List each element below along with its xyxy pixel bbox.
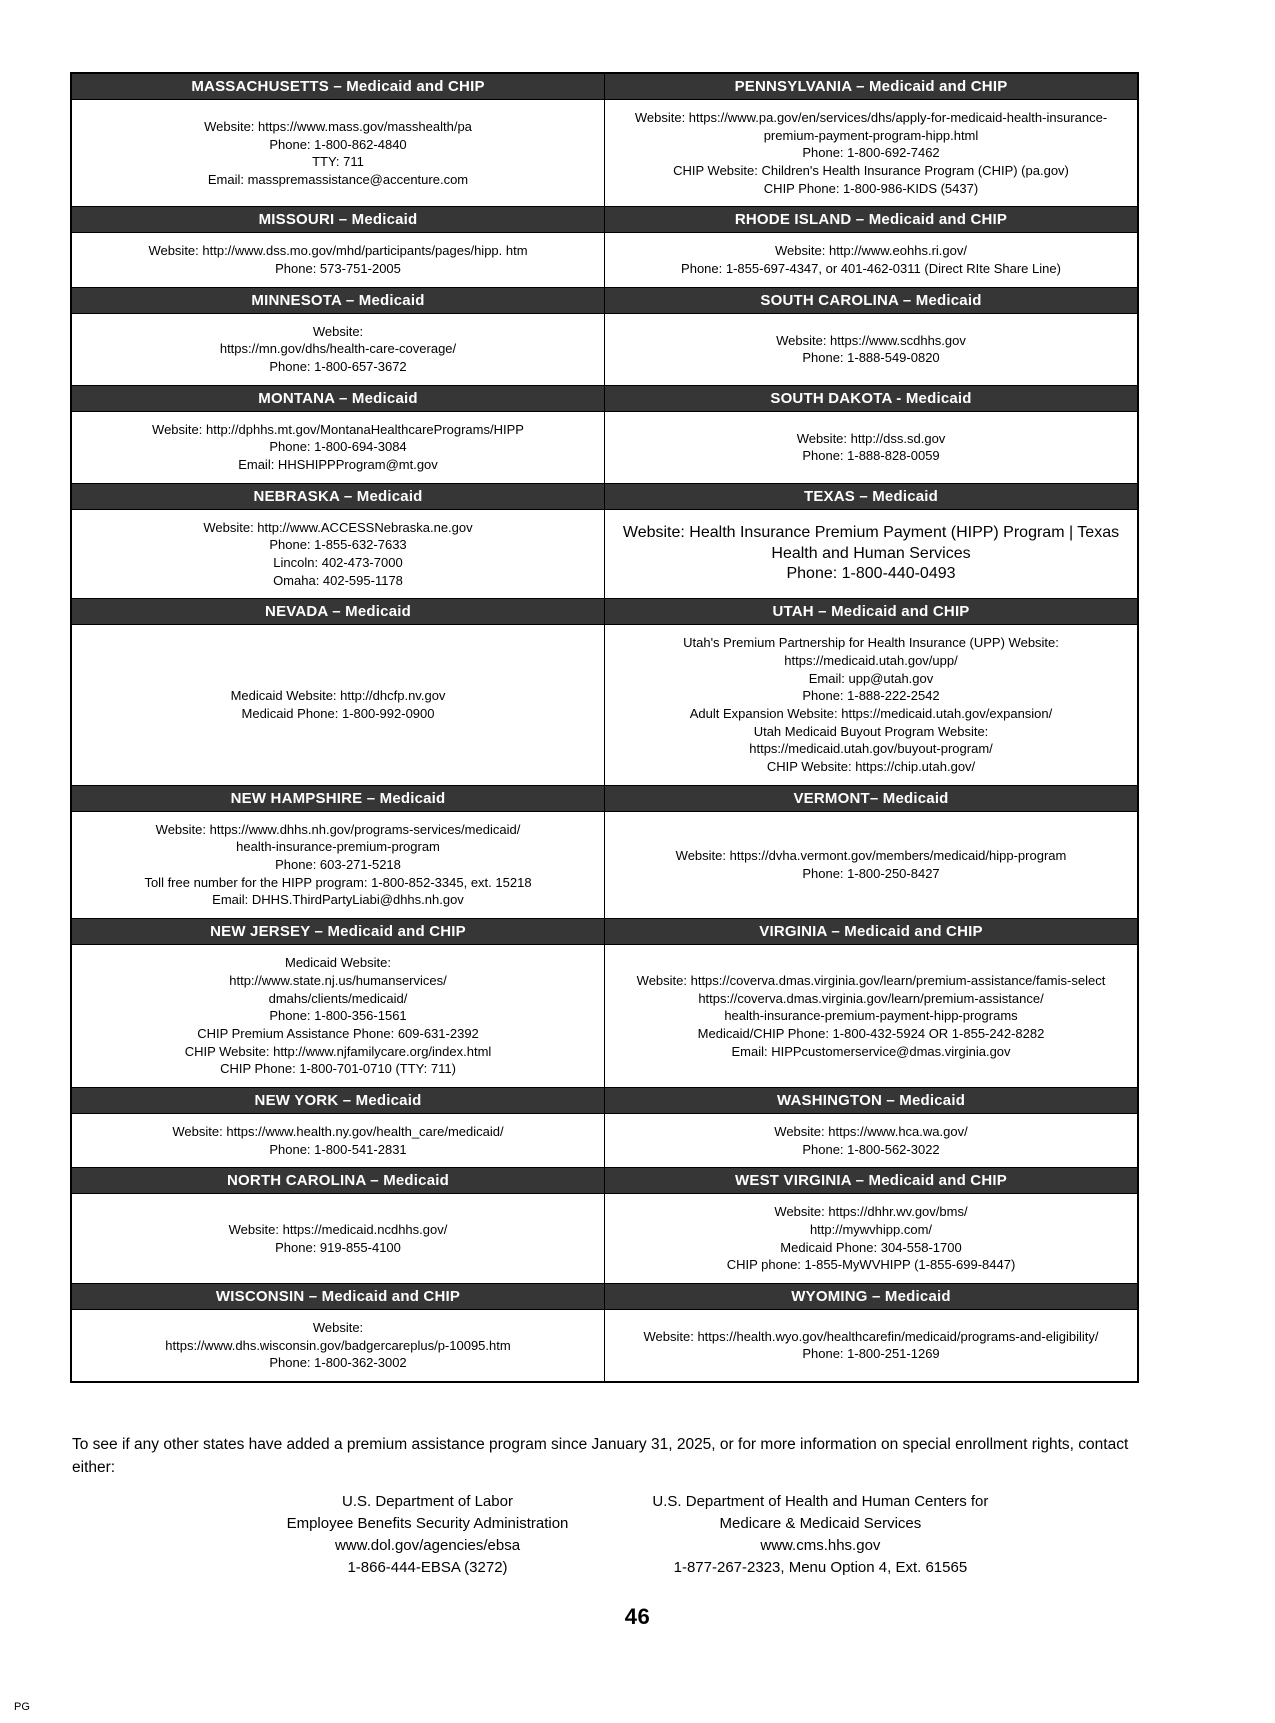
info-line: CHIP Phone: 1-800-701-0710 (TTY: 711) (220, 1061, 456, 1077)
info-line: Email: masspremassistance@accenture.com (207, 171, 469, 187)
info-line: Phone: 573-751-2005 (275, 261, 401, 277)
info-line: Website: https://medicaid.ncdhhs.gov/ (228, 1221, 448, 1237)
contact-line: 1-877-267-2323, Menu Option 4, Ext. 61565 (673, 1558, 968, 1576)
page-corner-mark: PG (14, 1701, 30, 1713)
page-number: 46 (624, 1604, 651, 1630)
contact-line: www.dol.gov/agencies/ebsa (334, 1536, 521, 1554)
state-info-cell (71, 100, 605, 207)
info-line: Email: HIPPcustomerservice@dmas.virginia.gov (731, 1043, 1011, 1059)
info-line: https://coverva.dmas.virginia.gov/learn/premium-assistance/ (698, 990, 1044, 1006)
info-line: Phone: 603-271-5218 (275, 857, 401, 873)
state-info-cell (605, 1113, 1139, 1167)
contact-line: 1-866-444-EBSA (3272) (347, 1558, 508, 1576)
state-info-cell (71, 1113, 605, 1167)
info-line: https://mn.gov/dhs/health-care-coverage/ (219, 341, 457, 357)
info-line: Website: https://health.wyo.gov/healthcarefin/medicaid/programs-and-eligibility/ (643, 1328, 1099, 1344)
state-info-cell (71, 509, 605, 599)
state-header: PENNSYLVANIA – Medicaid and CHIP (605, 73, 1139, 100)
info-line: Adult Expansion Website: https://medicaid.utah.gov/expansion/ (689, 706, 1053, 722)
info-line: Phone: 1-800-251-1269 (802, 1346, 940, 1362)
info-line: Website: http://dphhs.mt.gov/MontanaHealthcarePrograms/HIPP (152, 421, 524, 437)
state-info-cell (605, 411, 1139, 483)
info-line: Website: https://www.dhhs.nh.gov/programs-services/medicaid/ (155, 821, 521, 837)
info-line: Website: http://www.dss.mo.gov/mhd/participants/pages/hipp. htm (148, 243, 528, 259)
footer-note: To see if any other states have added a premium assistance program since January 31, 2025, or for more information on special enrollment rights, contact either: (72, 1435, 1129, 1477)
state-header: WYOMING – Medicaid (605, 1283, 1139, 1309)
state-header: WEST VIRGINIA – Medicaid and CHIP (605, 1168, 1139, 1194)
state-header: MONTANA – Medicaid (71, 385, 605, 411)
state-header: UTAH – Medicaid and CHIP (605, 599, 1139, 625)
state-info-cell (605, 625, 1139, 785)
info-line: CHIP phone: 1-855-MyWVHIPP (1-855-699-8447) (726, 1257, 1016, 1273)
contact-line: U.S. Department of Health and Human Centers for (652, 1493, 989, 1511)
state-info-cell (71, 1194, 605, 1284)
info-line: Omaha: 402-595-1178 (273, 572, 403, 588)
info-line: Website: https://www.health.ny.gov/health_care/medicaid/ (172, 1123, 504, 1139)
info-line: Utah Medicaid Buyout Program Website: (753, 723, 989, 739)
info-line: Phone: 1-800-440-0493 (786, 565, 956, 583)
state-info-cell (605, 100, 1139, 207)
state-info-cell (71, 1309, 605, 1382)
info-line: Phone: 1-800-541-2831 (269, 1141, 407, 1157)
state-info-cell (605, 1194, 1139, 1284)
info-line: https://medicaid.utah.gov/upp/ (784, 653, 958, 669)
state-info-cell (71, 811, 605, 918)
info-line: Health and Human Services (771, 544, 971, 562)
state-header: WASHINGTON – Medicaid (605, 1087, 1139, 1113)
state-table-body (71, 73, 1138, 1382)
state-header: NEW YORK – Medicaid (71, 1087, 605, 1113)
info-line: dmahs/clients/medicaid/ (268, 990, 408, 1006)
info-line: Phone: 1-800-562-3022 (802, 1141, 940, 1157)
info-line: https://medicaid.utah.gov/buyout-program/ (749, 741, 993, 757)
info-line: Website: https://www.scdhhs.gov (776, 332, 966, 348)
state-header: WISCONSIN – Medicaid and CHIP (71, 1283, 605, 1309)
state-header: NORTH CAROLINA – Medicaid (71, 1168, 605, 1194)
info-line: TTY: 711 (312, 154, 364, 170)
state-header: NEBRASKA – Medicaid (71, 483, 605, 509)
info-line: Medicaid Phone: 304-558-1700 (780, 1239, 962, 1255)
state-header: NEW JERSEY – Medicaid and CHIP (71, 919, 605, 945)
info-line: CHIP Website: Children's Health Insurance Program (CHIP) (pa.gov) (673, 163, 1069, 179)
info-line: Website: https://www.pa.gov/en/services/dhs/apply-for-medicaid-health-insurance- (634, 110, 1108, 125)
info-line: Toll free number for the HIPP program: 1-800-852-3345, ext. 15218 (144, 874, 532, 890)
info-line: Phone: 1-800-694-3084 (269, 439, 407, 455)
info-line: Phone: 1-800-692-7462 (802, 145, 940, 161)
state-header: NEW HAMPSHIRE – Medicaid (71, 785, 605, 811)
info-line: Phone: 1-888-828-0059 (802, 448, 940, 464)
info-line: Email: upp@utah.gov (808, 670, 934, 686)
state-header: MINNESOTA – Medicaid (71, 287, 605, 313)
contact-blocks (0, 1491, 1275, 1578)
state-info-cell (71, 625, 605, 785)
state-header: MASSACHUSETTS – Medicaid and CHIP (71, 73, 605, 100)
info-line: Website: https://www.hca.wa.gov/ (774, 1123, 968, 1139)
state-info-cell (71, 233, 605, 287)
info-line: Email: HHSHIPPProgram@mt.gov (238, 457, 438, 473)
info-line: Email: DHHS.ThirdPartyLiabi@dhhs.nh.gov (212, 892, 464, 908)
info-line: http://mywvhipp.com/ (809, 1221, 933, 1237)
state-header: SOUTH CAROLINA – Medicaid (605, 287, 1139, 313)
info-line: Website: https://dhhr.wv.gov/bms/ (774, 1204, 968, 1220)
state-info-cell (605, 1309, 1139, 1382)
state-header: VERMONT– Medicaid (605, 785, 1139, 811)
document-page (0, 72, 1275, 1713)
contact-line: U.S. Department of Labor (342, 1493, 513, 1511)
info-line: Medicaid Website: http://dhcfp.nv.gov (230, 688, 446, 704)
info-line: CHIP Phone: 1-800-986-KIDS (5437) (763, 180, 979, 196)
info-line: Website: http://www.ACCESSNebraska.ne.gov (203, 519, 473, 535)
info-line: Phone: 1-800-862-4840 (269, 136, 407, 152)
state-info-cell (605, 313, 1139, 385)
info-line: https://www.dhs.wisconsin.gov/badgercareplus/p-10095.htm (165, 1337, 511, 1353)
info-line: Website: http://dss.sd.gov (796, 430, 946, 446)
state-info-cell (71, 945, 605, 1088)
state-header: TEXAS – Medicaid (605, 483, 1139, 509)
info-line: Website: https://www.mass.gov/masshealth/pa (204, 118, 472, 134)
info-line: Phone: 1-800-362-3002 (269, 1355, 407, 1371)
info-line: Medicaid Website: (285, 955, 391, 971)
contact-line: Medicare & Medicaid Services (719, 1515, 922, 1533)
info-line: premium-payment-program-hipp.html (763, 127, 979, 143)
info-line: Phone: 1-855-697-4347, or 401-462-0311 (Direct RIte Share Line) (681, 261, 1061, 277)
info-line: CHIP Website: https://chip.utah.gov/ (766, 759, 976, 775)
state-info-cell (71, 313, 605, 385)
info-line: Website: https://dvha.vermont.gov/members/medicaid/hipp-program (675, 848, 1067, 864)
state-header: RHODE ISLAND – Medicaid and CHIP (605, 207, 1139, 233)
info-line: Website: Health Insurance Premium Payment (HIPP) Program | Texas (622, 523, 1120, 541)
info-line: Website: https://coverva.dmas.virginia.gov/learn/premium-assistance/famis-select (636, 972, 1106, 988)
state-info-cell (605, 945, 1139, 1088)
info-line: Phone: 1-855-632-7633 (269, 537, 407, 553)
state-info-cell (605, 811, 1139, 918)
state-info-cell (605, 509, 1139, 599)
contact-line: Employee Benefits Security Administration (286, 1515, 569, 1533)
info-line: Medicaid/CHIP Phone: 1-800-432-5924 OR 1-855-242-8282 (697, 1025, 1045, 1041)
info-line: Phone: 919-855-4100 (275, 1239, 401, 1255)
info-line: Lincoln: 402-473-7000 (273, 555, 403, 571)
state-info-cell (71, 411, 605, 483)
info-line: Utah's Premium Partnership for Health Insurance (UPP) Website: (683, 635, 1059, 651)
contact-line: www.cms.hhs.gov (760, 1536, 881, 1554)
state-header: VIRGINIA – Medicaid and CHIP (605, 919, 1139, 945)
info-line: CHIP Premium Assistance Phone: 609-631-2392 (197, 1025, 479, 1041)
info-line: Website: (312, 323, 364, 339)
state-header: NEVADA – Medicaid (71, 599, 605, 625)
info-line: Phone: 1-888-222-2542 (802, 688, 940, 704)
info-line: Phone: 1-888-549-0820 (802, 350, 940, 366)
state-assistance-table (70, 72, 1139, 1383)
contact-block-cms (652, 1491, 988, 1578)
info-line: Phone: 1-800-657-3672 (269, 359, 407, 375)
info-line: Phone: 1-800-250-8427 (802, 865, 940, 881)
state-header: MISSOURI – Medicaid (71, 207, 605, 233)
info-line: CHIP Website: http://www.njfamilycare.org/index.html (184, 1043, 492, 1059)
info-line: Website: (312, 1319, 364, 1335)
info-line: health-insurance-premium-program (236, 839, 440, 855)
contact-block-dol (287, 1491, 569, 1578)
state-info-cell (605, 233, 1139, 287)
info-line: Phone: 1-800-356-1561 (269, 1008, 407, 1024)
info-line: Medicaid Phone: 1-800-992-0900 (241, 706, 435, 722)
info-line: http://www.state.nj.us/humanservices/ (229, 972, 447, 988)
state-header: SOUTH DAKOTA - Medicaid (605, 385, 1139, 411)
info-line: Website: http://www.eohhs.ri.gov/ (775, 243, 967, 259)
info-line: health-insurance-premium-payment-hipp-programs (724, 1008, 1018, 1024)
